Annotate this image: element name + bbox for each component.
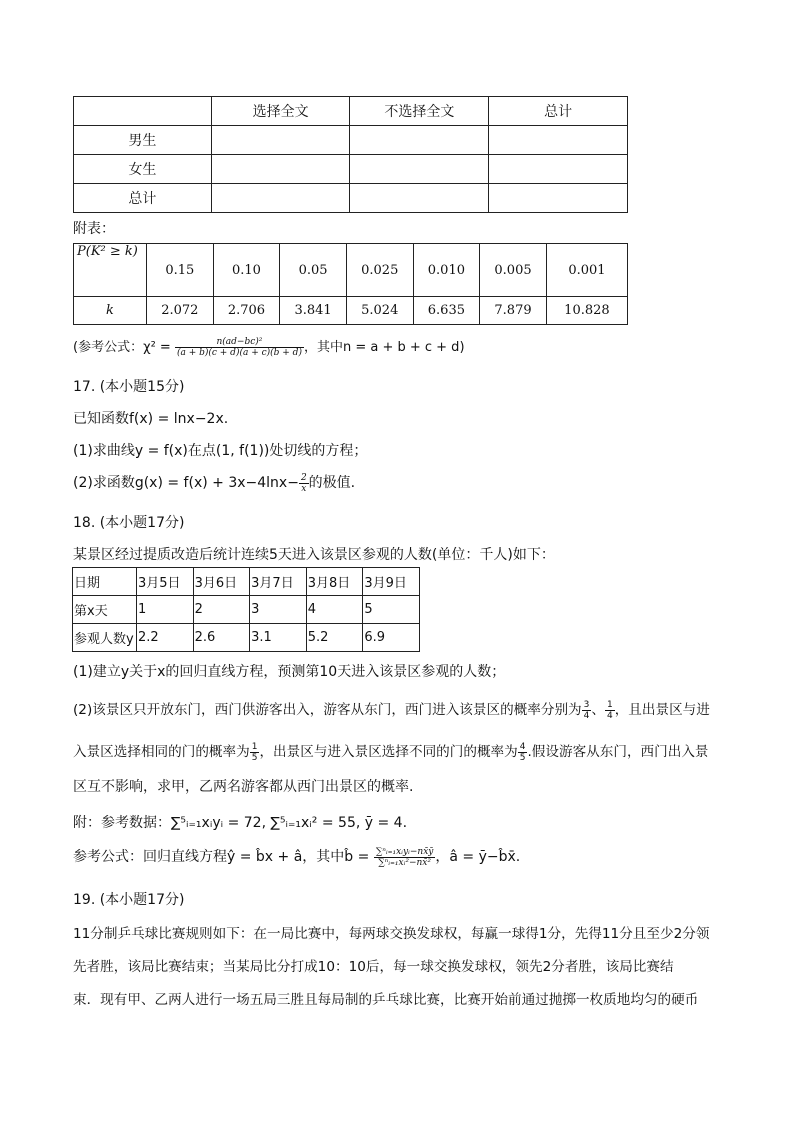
fraction-numerator: 1 [251, 741, 258, 752]
table-row [74, 184, 628, 213]
regression-fraction [374, 847, 436, 868]
table-cell: 0.005 [480, 244, 547, 297]
table-cell: 5.2 [306, 624, 363, 652]
text-segment: 入景区选择相同的门的概率为 [73, 744, 250, 760]
row-label: 参观人数y [73, 624, 137, 652]
fraction-numerator: ∑ⁿᵢ₌₁xᵢyᵢ−nx̄ȳ [375, 846, 434, 857]
table-cell: 0.001 [546, 244, 627, 297]
q17-part2-prefix: (2)求函数g(x) = f(x) + 3x−4lnx− [73, 475, 299, 491]
table-cell [211, 155, 350, 184]
table-header-row [74, 97, 628, 126]
table-cell: 0.10 [213, 244, 280, 297]
table-cell: 4 [306, 596, 363, 624]
appendix-label: 附表： [73, 221, 115, 237]
fraction-numerator: 2 [300, 472, 307, 483]
q19-line3: 束．现有甲、乙两人进行一场五局三胜且每局制的乒乓球比赛，比赛开始前通过抛掷一枚质地均匀的硬币 [73, 992, 699, 1008]
q18-part2-line2 [73, 740, 709, 763]
table-cell: 1 [136, 596, 193, 624]
table-cell [74, 97, 212, 126]
q17-title: 17. (本小题15分) [73, 379, 185, 395]
fraction-denominator: ∑ⁿᵢ₌₁xᵢ²−nx̄² [378, 857, 431, 868]
formula-prefix: (参考公式：χ² = [73, 340, 175, 355]
visitor-table [72, 567, 420, 652]
text-segment: 参考公式：回归直线方程ŷ = b̂x + â，其中b̂ = [73, 849, 374, 865]
row-label: 日期 [73, 568, 137, 596]
table-cell [211, 184, 350, 213]
row-label: P(K² ≥ k) [74, 244, 147, 297]
table-row [73, 596, 420, 624]
table-row [73, 624, 420, 652]
row-label: k [74, 297, 147, 325]
table-cell: 3月6日 [193, 568, 250, 596]
table-cell [350, 126, 489, 155]
q18-part2-line3: 区互不影响，求甲，乙两名游客都从西门出景区的概率. [73, 779, 414, 795]
table-header-cell: 选择全文 [211, 97, 350, 126]
q18-reference-data: 附：参考数据：∑⁵ᵢ₌₁xᵢyᵢ = 72, ∑⁵ᵢ₌₁xᵢ² = 55, ȳ = 4. [73, 815, 408, 831]
fraction-4-5 [518, 742, 528, 763]
q17-fraction [299, 473, 309, 494]
table-cell: 6.9 [363, 624, 420, 652]
critical-value-table [73, 243, 628, 325]
q19-title: 19. (本小题17分) [73, 892, 185, 908]
row-label: 男生 [74, 126, 212, 155]
fraction-denominator: 4 [583, 710, 590, 721]
formula-suffix: ，其中n = a + b + c + d) [303, 340, 465, 355]
table-cell: 0.05 [280, 244, 347, 297]
text-segment: (2)该景区只开放东门，西门供游客出入，游客从东门，西门进入该景区的概率分别为 [73, 702, 582, 718]
table-cell [211, 126, 350, 155]
q18-stem: 某景区经过提质改造后统计连续5天进入该景区参观的人数(单位：千人)如下： [73, 547, 555, 563]
table-cell: 0.025 [346, 244, 413, 297]
table-cell: 5.024 [346, 297, 413, 325]
fraction-denominator: 5 [251, 752, 258, 763]
text-segment: .假设游客从东门，西门出入景 [527, 744, 709, 760]
fraction-denominator: (a + b)(c + d)(a + c)(b + d) [176, 348, 302, 358]
table-cell: 5 [363, 596, 420, 624]
fraction-numerator: n(ad−bc)² [175, 337, 304, 348]
table-cell: 3.841 [280, 297, 347, 325]
fraction-3-4 [582, 700, 592, 721]
fraction-1-5 [250, 742, 260, 763]
table-cell: 2.2 [136, 624, 193, 652]
table-cell: 2.706 [213, 297, 280, 325]
formula-fraction [175, 337, 304, 358]
chi-square-formula [73, 336, 465, 358]
row-label: 女生 [74, 155, 212, 184]
q18-part2-line1 [73, 698, 710, 721]
row-label: 总计 [74, 184, 212, 213]
q18-title: 18. (本小题17分) [73, 515, 185, 531]
table-cell: 10.828 [546, 297, 627, 325]
table-cell: 2.6 [193, 624, 250, 652]
text-segment: ，出景区与进入景区选择不同的门的概率为 [259, 744, 518, 760]
q17-stem: 已知函数f(x) = lnx−2x. [73, 411, 229, 427]
fraction-denominator: x [301, 483, 307, 494]
table-row [74, 244, 628, 297]
table-cell [350, 184, 489, 213]
text-segment: ，â = ȳ−b̂x̄. [435, 849, 521, 865]
fraction-numerator: 3 [583, 699, 590, 710]
q18-part1: (1)建立y关于x的回归直线方程，预测第10天进入该景区参观的人数； [73, 664, 506, 680]
table-row [74, 297, 628, 325]
table-cell: 3月7日 [250, 568, 307, 596]
table-cell [489, 155, 628, 184]
table-cell: 6.635 [413, 297, 480, 325]
table-cell [489, 126, 628, 155]
table-cell: 0.010 [413, 244, 480, 297]
table-header-cell: 不选择全文 [350, 97, 489, 126]
q19-line1: 11分制乒乓球比赛规则如下：在一局比赛中，每两球交换发球权，每赢一球得1分，先得11分且至少2分领 [73, 926, 710, 942]
table-header-cell: 总计 [489, 97, 628, 126]
q17-part1: (1)求曲线y = f(x)在点(1, f(1))处切线的方程； [73, 443, 368, 459]
q18-reference-formula [73, 846, 520, 868]
q17-part2 [73, 472, 355, 494]
q17-part2-suffix: 的极值. [308, 475, 356, 491]
table-cell: 3月8日 [306, 568, 363, 596]
table-cell: 3月9日 [363, 568, 420, 596]
row-label: 第x天 [73, 596, 137, 624]
table-row [73, 568, 420, 596]
table-cell: 3.1 [250, 624, 307, 652]
fraction-denominator: 4 [606, 710, 613, 721]
text-segment: 、 [591, 702, 605, 718]
fraction-numerator: 1 [606, 699, 613, 710]
table-cell [489, 184, 628, 213]
table-cell: 2 [193, 596, 250, 624]
table-cell: 0.15 [147, 244, 214, 297]
fraction-numerator: 4 [519, 741, 526, 752]
table-cell [350, 155, 489, 184]
fraction-denominator: 5 [519, 752, 526, 763]
table-cell: 2.072 [147, 297, 214, 325]
table-cell: 7.879 [480, 297, 547, 325]
table-cell: 3 [250, 596, 307, 624]
fraction-1-4 [605, 700, 615, 721]
table-row [74, 155, 628, 184]
table-cell: 3月5日 [136, 568, 193, 596]
table-row [74, 126, 628, 155]
text-segment: ，且出景区与进 [614, 702, 710, 718]
contingency-table [73, 96, 628, 213]
q19-line2: 先者胜，该局比赛结束；当某局比分打成10：10后，每一球交换发球权，领先2分者胜，该局比赛结 [73, 959, 674, 975]
